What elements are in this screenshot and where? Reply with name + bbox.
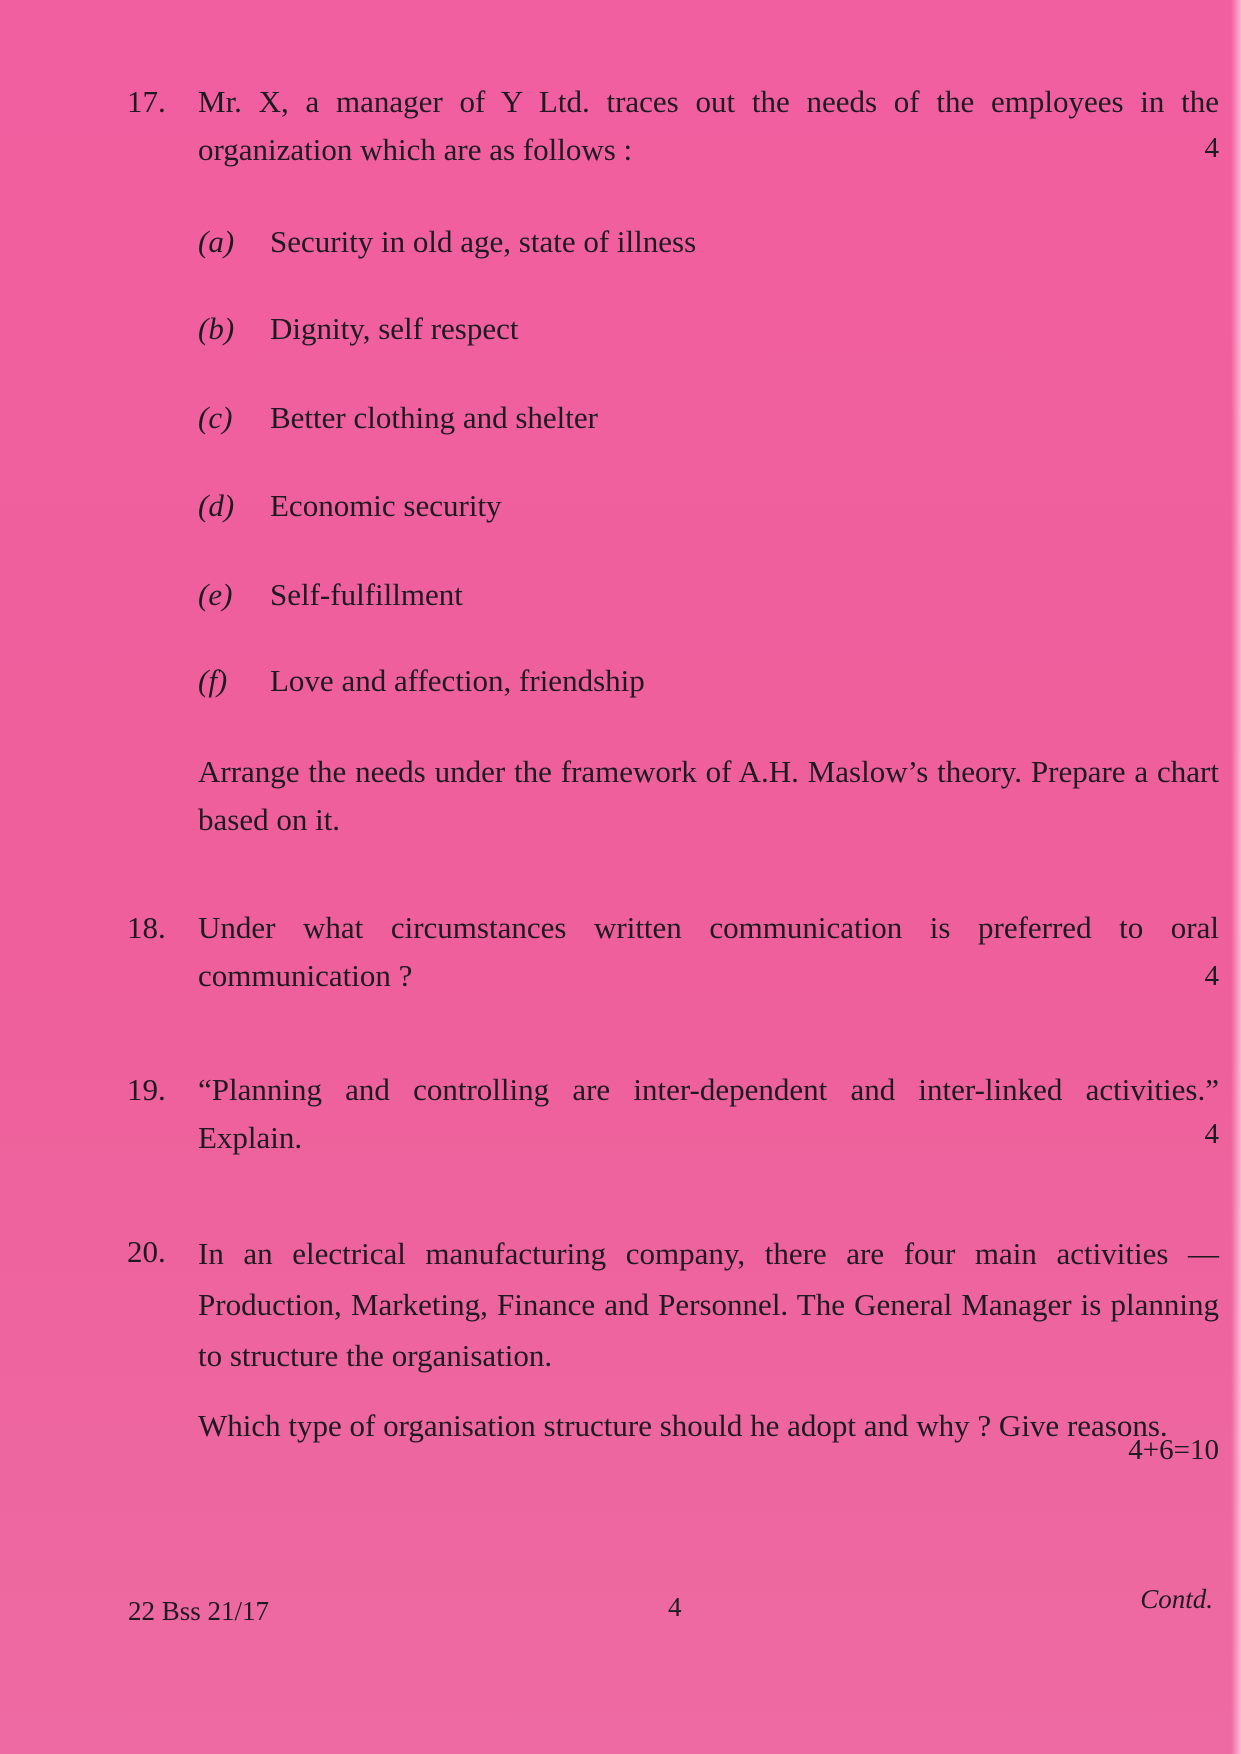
option-f bbox=[198, 661, 645, 701]
option-text: Dignity, self respect bbox=[270, 311, 519, 346]
question-marks: 4 bbox=[1204, 960, 1219, 992]
option-text: Love and affection, friendship bbox=[270, 663, 645, 698]
option-label: (c) bbox=[198, 400, 233, 435]
option-text: Better clothing and shelter bbox=[270, 400, 598, 435]
option-text: Economic security bbox=[270, 488, 502, 523]
question-number: 20. bbox=[127, 1234, 166, 1269]
question-text: Mr. X, a manager of Y Ltd. traces out the needs of the employees in the organization which are as follows : bbox=[198, 84, 1219, 167]
question-text: In an electrical manufacturing company, there are four main activities — Production, Marketing, Finance and Personnel. The General Manager is planning to structure the organisation. bbox=[198, 1236, 1219, 1373]
option-label: (a) bbox=[198, 224, 235, 259]
question-text-continued: Which type of organisation structure should he adopt and why ? Give reasons. bbox=[198, 1408, 1168, 1443]
question-marks: 4 bbox=[1204, 132, 1219, 164]
paper-code: 22 Bss 21/17 bbox=[128, 1596, 270, 1626]
page-number: 4 bbox=[668, 1592, 682, 1622]
question-marks: 4+6=10 bbox=[1128, 1434, 1219, 1466]
question-text: “Planning and controlling are inter-dependent and inter-linked activities.” Explain. bbox=[198, 1072, 1219, 1155]
question-marks: 4 bbox=[1204, 1118, 1219, 1150]
option-b bbox=[198, 309, 519, 349]
page-edge-shade bbox=[1231, 0, 1241, 1754]
option-d bbox=[198, 486, 502, 526]
option-label: (b) bbox=[198, 311, 235, 346]
question-number: 19. bbox=[127, 1072, 166, 1107]
option-text: Self-fulfillment bbox=[270, 577, 463, 612]
question-instruction: Arrange the needs under the framework of A.H. Maslow’s theory. Prepare a chart based on it. bbox=[198, 754, 1219, 837]
question-number: 17. bbox=[127, 84, 166, 119]
option-c bbox=[198, 398, 598, 438]
option-text: Security in old age, state of illness bbox=[270, 224, 697, 259]
option-label: (e) bbox=[198, 577, 233, 612]
continued-label: Contd. bbox=[1140, 1584, 1213, 1614]
option-label: (d) bbox=[198, 488, 235, 523]
question-text: Under what circumstances written communication is preferred to oral communication ? bbox=[198, 910, 1219, 993]
question-number: 18. bbox=[127, 910, 166, 945]
option-e bbox=[198, 575, 463, 615]
option-a bbox=[198, 222, 696, 262]
option-label: (f) bbox=[198, 663, 228, 698]
